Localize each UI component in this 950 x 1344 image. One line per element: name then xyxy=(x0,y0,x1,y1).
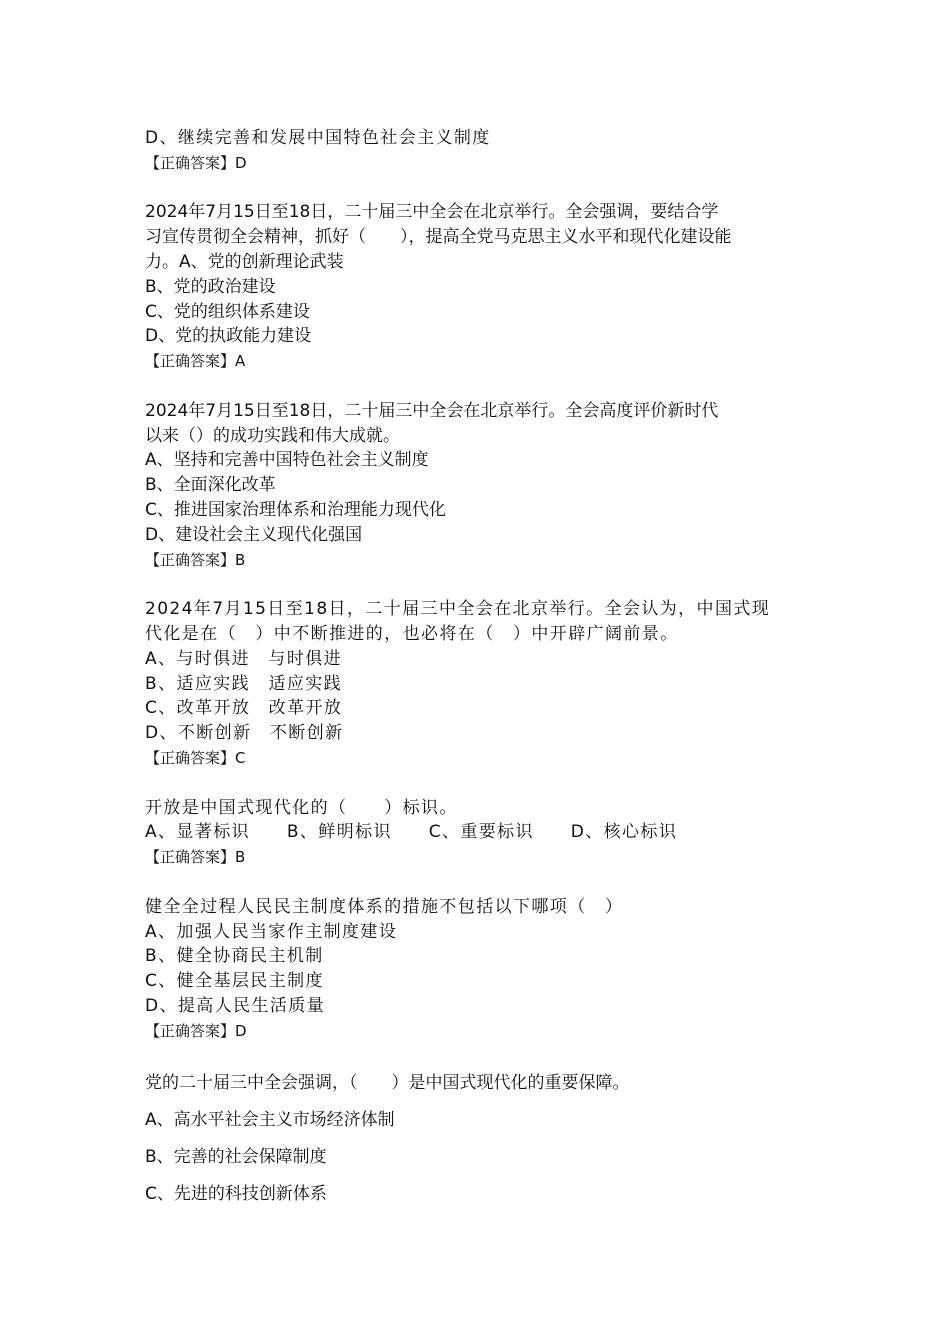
question-stem: 2024年7月15日至18日，二十届三中全会在北京举行。全会认为，中国式现 xyxy=(145,599,771,620)
question-stem: 健全全过程人民民主制度体系的措施不包括以下哪项（ ） xyxy=(145,896,624,917)
option-line: D、建设社会主义现代化强国 xyxy=(145,524,363,545)
question-stem: 党的二十届三中全会强调，（ ）是中国式现代化的重要保障。 xyxy=(145,1073,630,1094)
option-line: A、坚持和完善中国特色社会主义制度 xyxy=(145,450,429,471)
question-block xyxy=(145,399,815,573)
correct-answer: 【正确答案】B xyxy=(145,848,246,867)
option-line: B、完善的社会保障制度 xyxy=(145,1147,327,1168)
option-line: A、加强人民当家作主制度建设 xyxy=(145,921,398,942)
option-line: D、党的执政能力建设 xyxy=(145,326,312,347)
paragraph-gap xyxy=(145,870,815,895)
paragraph-gap xyxy=(145,374,815,399)
option-line: A、与时俱进 与时俱进 xyxy=(145,648,343,669)
correct-answer: 【正确答案】D xyxy=(145,1021,247,1040)
question-block xyxy=(145,796,815,870)
option-line: A、高水平社会主义市场经济体制 xyxy=(145,1110,395,1131)
option-line: C、推进国家治理体系和治理能力现代化 xyxy=(145,499,446,520)
question-stem: 以来（）的成功实践和伟大成就。 xyxy=(145,425,400,446)
option-line: C、先进的科技创新体系 xyxy=(145,1184,327,1205)
option-line: D、继续完善和发展中国特色社会主义制度 xyxy=(145,128,491,148)
correct-answer: 【正确答案】C xyxy=(145,748,246,767)
option-line: B、适应实践 适应实践 xyxy=(145,673,343,694)
question-block xyxy=(145,1068,815,1213)
paragraph-gap xyxy=(145,176,815,201)
correct-answer: 【正确答案】A xyxy=(145,352,246,371)
option-line: B、健全协商民主机制 xyxy=(145,946,324,967)
question-stem: 习宣传贯彻全会精神，抓好（ ），提高全党马克思主义水平和现代化建设能 xyxy=(145,227,732,248)
question-stem: 力。A、党的创新理论武装 xyxy=(145,251,344,272)
paragraph-gap xyxy=(145,771,815,796)
correct-answer: 【正确答案】B xyxy=(145,550,246,569)
question-stem: 开放是中国式现代化的（ ）标识。 xyxy=(145,797,458,818)
question-stem: 2024年7月15日至18日，二十届三中全会在北京举行。全会强调，要结合学 xyxy=(145,202,719,223)
option-line: A、显著标识 B、鲜明标识 C、重要标识 D、核心标识 xyxy=(145,822,678,843)
option-line: C、改革开放 改革开放 xyxy=(145,698,343,719)
question-block xyxy=(145,895,815,1044)
option-line: D、提高人民生活质量 xyxy=(145,995,326,1016)
correct-answer: 【正确答案】D xyxy=(145,153,247,172)
option-line: D、不断创新 不断创新 xyxy=(145,723,344,744)
question-block xyxy=(145,597,815,771)
option-line: B、全面深化改革 xyxy=(145,475,276,496)
option-line: C、党的组织体系建设 xyxy=(145,301,310,322)
question-block xyxy=(145,200,815,374)
question-stem: 2024年7月15日至18日，二十届三中全会在北京举行。全会高度评价新时代 xyxy=(145,400,719,421)
document-page xyxy=(145,126,815,1213)
option-line: C、健全基层民主制度 xyxy=(145,971,324,992)
paragraph-gap xyxy=(145,572,815,597)
paragraph-gap xyxy=(145,1043,815,1068)
question-stem: 代化是在（ ）中不断推进的，也必将在（ ）中开辟广阔前景。 xyxy=(145,623,679,644)
option-line: B、党的政治建设 xyxy=(145,276,276,297)
question-block xyxy=(145,126,815,176)
